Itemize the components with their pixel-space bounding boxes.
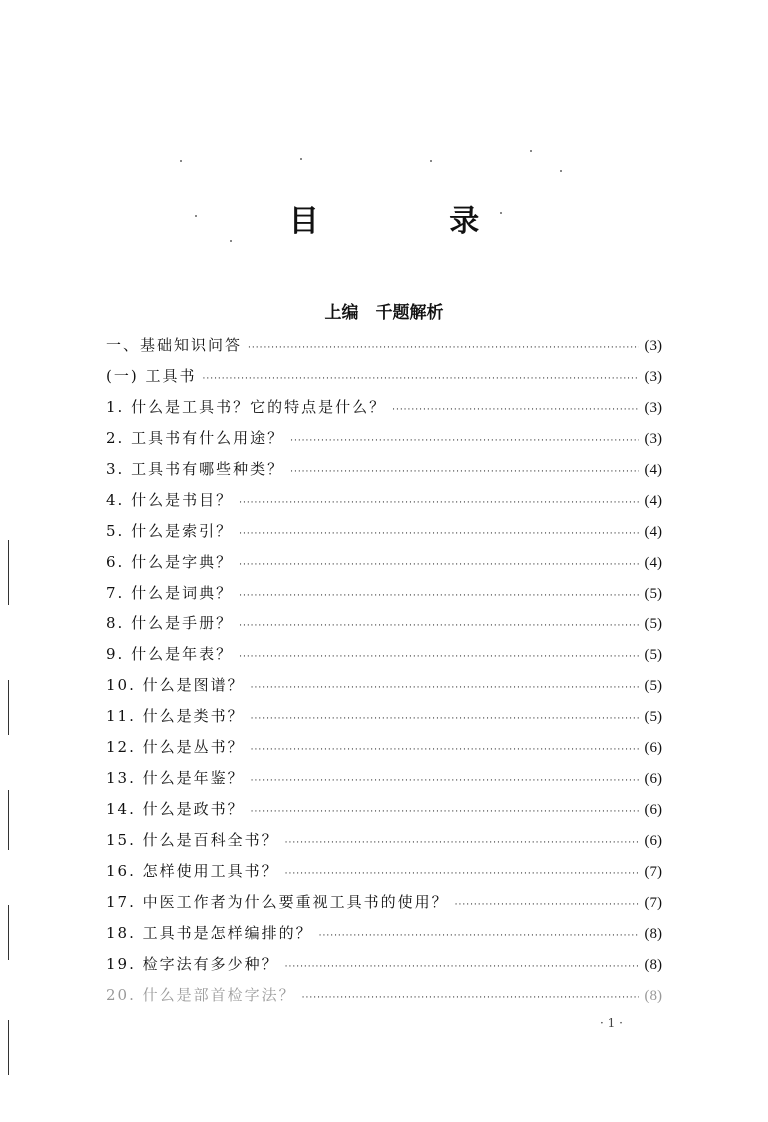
toc-entry-page: (5) [644, 585, 662, 602]
toc-entry [106, 547, 662, 578]
toc-entry-label: 14. 什么是政书？ [106, 800, 245, 819]
leader-dots [290, 457, 638, 487]
leader-dots [251, 766, 639, 796]
toc-entry-page: (5) [644, 709, 662, 726]
leader-dots [455, 890, 639, 920]
leader-dots [285, 952, 639, 982]
leader-dots [285, 859, 639, 889]
toc-entry [106, 392, 662, 423]
page-title: 目 录 [288, 204, 540, 239]
toc-entry [106, 949, 662, 980]
leader-dots [251, 797, 639, 827]
toc-entry-page: (6) [644, 771, 662, 788]
leader-dots [239, 488, 638, 518]
toc-entry-page: (3) [644, 399, 662, 416]
leader-dots [202, 364, 638, 394]
toc-entry [106, 578, 662, 609]
toc-entry-page: (3) [644, 430, 662, 447]
leader-dots [239, 611, 638, 641]
toc-entry-label: 16. 怎样使用工具书？ [106, 861, 279, 880]
toc-entry-page: (6) [644, 802, 662, 819]
toc-entry [106, 361, 662, 392]
table-of-contents [106, 330, 662, 1011]
toc-entry-page: (6) [644, 740, 662, 757]
toc-entry-label: 20. 什么是部首检字法？ [106, 985, 296, 1004]
leader-dots [392, 395, 638, 425]
leader-dots [239, 642, 638, 672]
toc-entry-label: 18. 工具书是怎样编排的？ [106, 923, 313, 942]
toc-entry-page: (4) [644, 492, 662, 509]
leader-dots [302, 983, 639, 1013]
toc-entry-label: 19. 检字法有多少种？ [106, 954, 279, 973]
toc-entry-label: 4. 什么是书目？ [106, 490, 234, 509]
toc-entry [106, 608, 662, 639]
toc-entry [106, 856, 662, 887]
toc-entry-page: (3) [644, 338, 662, 354]
toc-entry [106, 423, 662, 454]
scan-edge-mark [8, 905, 9, 960]
toc-entry-label: (一) 工具书 [106, 366, 197, 385]
toc-entry [106, 887, 662, 918]
toc-entry [106, 454, 662, 485]
toc-entry-page: (6) [644, 833, 662, 849]
toc-entry-label: 1. 什么是工具书？它的特点是什么？ [106, 397, 387, 416]
toc-entry-label: 11. 什么是类书？ [106, 707, 245, 726]
toc-entry-page: (8) [644, 925, 662, 942]
toc-entry-page: (5) [644, 678, 662, 695]
toc-entry [106, 918, 662, 949]
toc-entry-label: 13. 什么是年鉴？ [106, 769, 245, 788]
scan-edge-mark [8, 540, 9, 605]
leader-dots [239, 550, 638, 580]
scan-edge-mark [8, 1020, 9, 1075]
toc-entry-label: 6. 什么是字典？ [106, 552, 234, 571]
leader-dots [251, 704, 639, 734]
toc-entry-page: (4) [644, 554, 662, 571]
toc-entry-label: 5. 什么是索引？ [106, 521, 234, 540]
toc-entry [106, 732, 662, 763]
leader-dots [239, 581, 638, 611]
toc-entry-page: (4) [644, 461, 662, 478]
toc-entry-page: (3) [644, 368, 662, 385]
toc-entry-page: (7) [644, 863, 662, 880]
toc-entry-label: 15. 什么是百科全书？ [106, 831, 279, 849]
toc-entry-label: 9. 什么是年表？ [106, 645, 234, 664]
leader-dots [319, 921, 639, 951]
scan-edge-mark [8, 790, 9, 850]
toc-entry-label: 7. 什么是词典？ [106, 583, 234, 602]
toc-entry [106, 485, 662, 516]
leader-dots [251, 673, 639, 703]
toc-entry [106, 670, 662, 701]
leader-dots [248, 333, 638, 363]
toc-entry-label: 一、基础知识问答 [106, 336, 243, 354]
section-heading: 上编 千题解析 [324, 303, 444, 323]
toc-entry [106, 330, 662, 361]
toc-entry [106, 794, 662, 825]
toc-entry-label: 10. 什么是图谱？ [106, 676, 245, 695]
toc-entry-page: (5) [644, 647, 662, 664]
toc-entry [106, 980, 662, 1011]
toc-entry [106, 763, 662, 794]
toc-entry-label: 8. 什么是手册？ [106, 614, 234, 633]
toc-entry [106, 639, 662, 670]
toc-entry-label: 3. 工具书有哪些种类？ [106, 459, 285, 478]
leader-dots [251, 735, 639, 765]
toc-entry-page: (8) [644, 987, 662, 1004]
toc-entry-page: (5) [644, 616, 662, 633]
toc-entry-label: 12. 什么是丛书？ [106, 738, 245, 757]
toc-entry-page: (4) [644, 523, 662, 540]
leader-dots [285, 828, 639, 858]
toc-entry-page: (8) [644, 956, 662, 973]
leader-dots [239, 519, 638, 549]
toc-entry [106, 701, 662, 732]
toc-entry-page: (7) [644, 894, 662, 911]
toc-entry [106, 825, 662, 856]
leader-dots [290, 426, 638, 456]
scan-edge-mark [8, 680, 9, 735]
toc-entry-label: 2. 工具书有什么用途？ [106, 428, 285, 447]
toc-entry [106, 516, 662, 547]
toc-entry-label: 17. 中医工作者为什么要重视工具书的使用？ [106, 892, 449, 911]
page-number: · 1 · [600, 1016, 623, 1030]
